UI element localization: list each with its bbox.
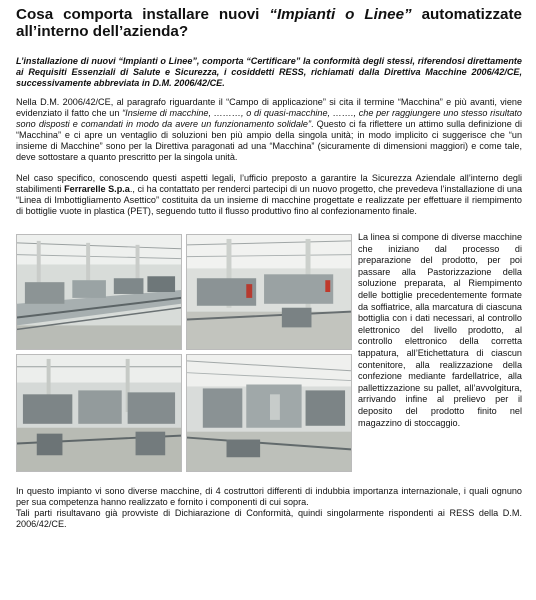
- paragraph-definition: Nella D.M. 2006/42/CE, al paragrafo riguardante il “Campo di applicazione” si cita il termine “Macchina” e più avanti, viene evidenziato il fatto che un “Insieme di macchine, ………, o di quasi-macchine, ……., che per raggiungere uno stesso risultato sono disposti e comandati in modo da avere un funzionamento solidale”. Questo ci fa riflettere un attimo sulla definizione di “Macchina” e ci apre un ventaglio di soluzioni ben più ampio della singola unità; in modo implicito ci suggerisce che “un insieme di Macchine” sono per la Direttiva paragonati ad una “Macchina” (sicuramente di dimensioni maggiori) e come tale, deve sottostare a quanto prescritto per la singola unità.: [16, 97, 522, 162]
- company-name: Ferrarelle S.p.a: [64, 184, 130, 194]
- paragraph-conformity: Tali parti risultavano già provviste di Dichiarazione di Conformità, quindi singolarmente rispondenti ai RESS della D.M. 2006/42/CE.: [16, 508, 522, 529]
- plant-photo-2: [186, 234, 352, 350]
- page-title: [16, 6, 522, 40]
- directive-quote: “Insieme di macchine, ………, o di quasi-macchine, ……., che per raggiungere uno stesso risultato sono disposti e comandati in modo da avere un funzionamento solidale”: [16, 108, 522, 129]
- title-text-end: automatizzate all’interno dell’azienda?: [16, 6, 522, 40]
- plant-photo-1: [16, 234, 182, 350]
- title-text-start: Cosa comporta installare nuovi: [16, 6, 270, 23]
- paragraph-project: Nel caso specifico, conoscendo questi aspetti legali, l’ufficio preposto a garantire la Sicurezza Aziendale all’interno degli stabilimenti Ferrarelle S.p.a., ci ha contattato per renderci partecipi di un nuovo progetto, che prevedeva l’installazione di una “Linea di Imbottigliamento Asettico” costituita da un insieme di macchine progettate e realizzate per effettuare il riempimento di bottiglie vuote in plastica (PET), seguendo tutto il flusso produttivo fino al confezionamento finale.: [16, 173, 523, 216]
- title-emphasis: “Impianti o Linee”: [269, 6, 412, 23]
- line-description: La linea si compone di diverse macchine che iniziano dal processo di preparazione del prodotto, per poi passare alla Pastorizzazione della soluzione preparata, al Riempimento delle bottiglie precedentemente formate da soffiatrice, alla marcatura di ciascuna bottiglia con i dati necessari, al controllo elettronico del livello prodotto, al controllo elettronico della corretta tappatura, all’Etichettatura di ciascun contenitore, alla realizzazione della confezione mediante fardellatrice, alla pallettizzazione su pallet, all’avvolgitura, arrivando infine al prelievo per il deposito del prodotto finito nel magazzino di stoccaggio.: [358, 232, 522, 428]
- photo-section: [16, 232, 522, 472]
- intro-paragraph: L’installazione di nuovi “Impianti o Linee”, comporta “Certificare” la conformità degli stessi, riferendosi direttamente ai Requisiti Essenziali di Salute e Sicurezza, i cosiddetti RESS, richiamati dalla Direttiva Macchine 2006/42/CE, successivamente abbreviata in D.M. 2006/42/CE.: [16, 56, 522, 88]
- paragraph-manufacturers: In questo impianto vi sono diverse macchine, di 4 costruttori differenti di indubbia importanza internazionale, i quali ognuno per sua competenza hanno realizzato e fornito i componenti di cui sopra.: [16, 486, 522, 507]
- plant-photo-3: [16, 354, 182, 472]
- plant-photo-4: [186, 354, 352, 472]
